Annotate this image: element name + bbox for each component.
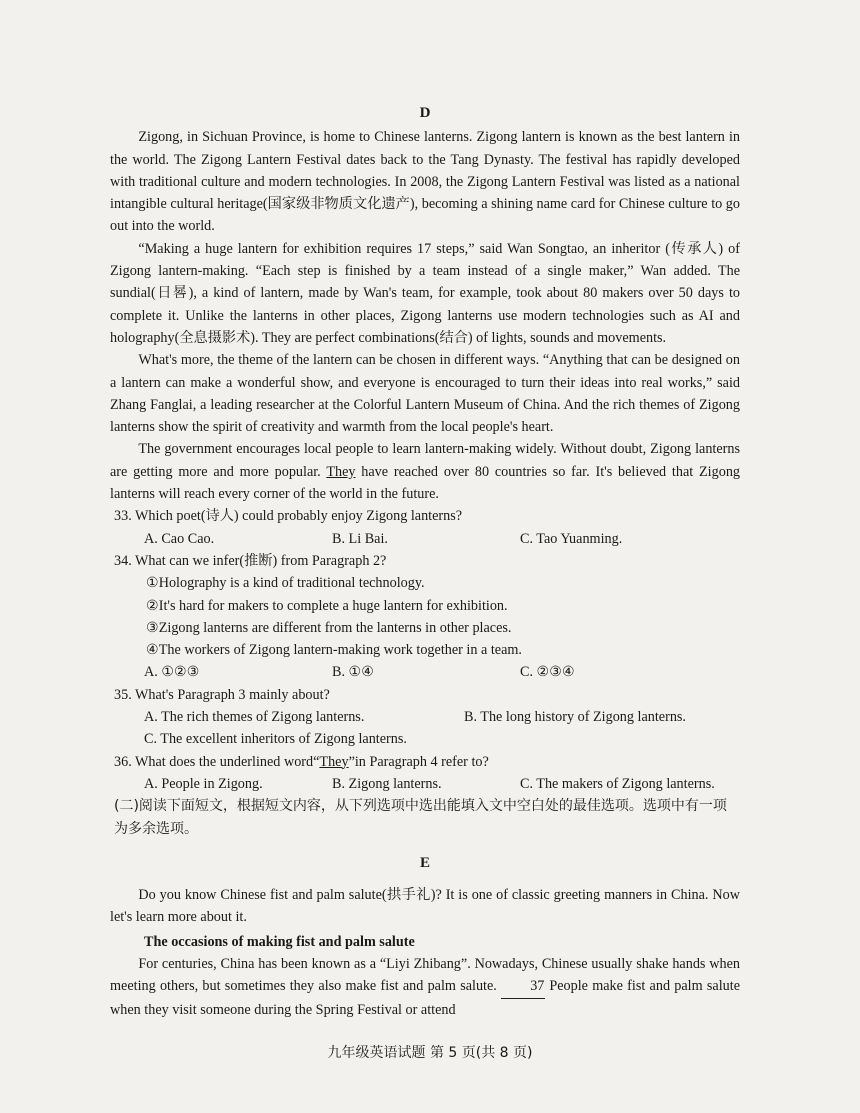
question-34-statement-2: ②It's hard for makers to complete a huge lantern for exhibition. <box>146 597 508 614</box>
question-34-statement-1: ①Holography is a kind of traditional technology. <box>146 575 425 592</box>
question-35-options-row-2 <box>110 728 740 750</box>
question-36-underlined-word: They <box>319 753 349 770</box>
question-36-options <box>110 773 740 795</box>
question-33-option-a[interactable]: A. Cao Cao. <box>144 530 215 547</box>
question-36-stem <box>110 751 740 773</box>
question-33-option-b[interactable]: B. Li Bai. <box>332 530 388 547</box>
question-35-stem: 35. What's Paragraph 3 mainly about? <box>114 686 330 703</box>
question-36-stem-before: 36. What does the underlined word“ <box>114 753 320 770</box>
question-34-statement-4: ④The workers of Zigong lantern-making work together in a team. <box>146 642 522 659</box>
question-34-option-b[interactable]: B. ①④ <box>332 664 374 681</box>
question-36-stem-after: ”in Paragraph 4 refer to? <box>348 753 489 770</box>
question-36-option-c[interactable]: C. The makers of Zigong lanterns. <box>520 775 715 792</box>
paragraph-2-text-before: For centuries, China has been known as a “Liyi Zhibang”. Nowadays, Chinese usually shake hands when meeting others, but sometimes they also make fist and palm salute. <box>110 955 740 995</box>
page-footer: 九年级英语试题 第 5 页(共 8 页) <box>327 1045 533 1061</box>
section-2-instruction: (二)阅读下面短文，根据短文内容，从下列选项中选出能填入文中空白处的最佳选项。选项中有一项为多余选项。 <box>114 798 727 837</box>
blank-37[interactable]: 37 <box>501 975 545 998</box>
paragraph-4-text-after: have reached over 80 countries so far. It's believed that Zigong lanterns will reach every corner of the world in the future. <box>110 463 741 503</box>
question-33-option-c[interactable]: C. Tao Yuanming. <box>520 530 623 547</box>
paragraph-2-text-after: People make fist and palm salute when they visit someone during the Spring Festival or attend <box>110 978 740 1018</box>
passage-d-paragraph-1: Zigong, in Sichuan Province, is home to Chinese lanterns. Zigong lantern is known as the best lantern in the world. The Zigong Lantern Festival dates back to the Tang Dynasty. The festival has rapidly developed with traditional culture and modern technologies. In 2008, the Zigong Lantern Festival was listed as a national intangible cultural heritage(国家级非物质文化遗产), becoming a shining name card for Chinese culture to go out into the world. <box>110 129 740 235</box>
question-35-option-c[interactable]: C. The excellent inheritors of Zigong lanterns. <box>144 731 407 748</box>
question-34-stem: 34. What can we infer(推断) from Paragraph 2? <box>114 552 387 569</box>
question-35-option-a[interactable]: A. The rich themes of Zigong lanterns. <box>144 709 365 726</box>
question-34-option-a[interactable]: A. ①②③ <box>144 664 200 681</box>
question-33-options <box>110 528 740 550</box>
underlined-word-they: They <box>326 463 356 480</box>
passage-e-title: E <box>419 854 430 871</box>
passage-e-paragraph-1: Do you know Chinese fist and palm salute(拱手礼)? It is one of classic greeting manners in China. Now let's learn more about it. <box>110 887 740 926</box>
passage-d-paragraph-4 <box>110 438 740 505</box>
question-36-option-b[interactable]: B. Zigong lanterns. <box>332 775 442 792</box>
question-33-stem: 33. Which poet(诗人) could probably enjoy Zigong lanterns? <box>114 508 463 525</box>
passage-d-title: D <box>419 105 431 121</box>
question-35-options-row-1 <box>110 706 740 728</box>
paragraph-4-text-before: The government encourages local people to learn lantern-making widely. Without doubt, Zigong lanterns are getting more and more popular. <box>110 441 740 480</box>
passage-d-paragraph-3: What's more, the theme of the lantern can be chosen in different ways. “Anything that can be designed on a lantern can make a wonderful show, and everyone is encouraged to turn their ideas into real works,” said Zhang Fanglai, a leading researcher at the Colorful Lantern Museum of China. And the rich themes of Zigong lanterns show the spirit of creativity and warmth from the local people's heart. <box>110 352 740 436</box>
passage-d-paragraph-2: “Making a huge lantern for exhibition requires 17 steps,” said Wan Songtao, an inheritor (传承人) of Zigong lantern-making. “Each step is finished by a team instead of a single maker,” Wan added. The sundial(日晷), a kind of lantern, made by Wan's team, for example, took about 80 makers over 50 days to complete it. Unlike the lanterns in other places, Zigong lanterns use modern technologies such as AI and holography(全息摄影术). They are perfect combinations(结合) of lights, sounds and movements. <box>110 240 740 346</box>
question-34-options <box>110 661 740 683</box>
question-34-statement-3: ③Zigong lanterns are different from the lanterns in other places. <box>146 619 512 636</box>
question-35-option-b[interactable]: B. The long history of Zigong lanterns. <box>464 709 686 726</box>
passage-e-paragraph-2 <box>110 953 740 1021</box>
question-34-option-c[interactable]: C. ②③④ <box>520 664 575 681</box>
question-36-option-a[interactable]: A. People in Zigong. <box>144 775 263 792</box>
passage-e-heading: The occasions of making fist and palm salute <box>144 933 415 950</box>
